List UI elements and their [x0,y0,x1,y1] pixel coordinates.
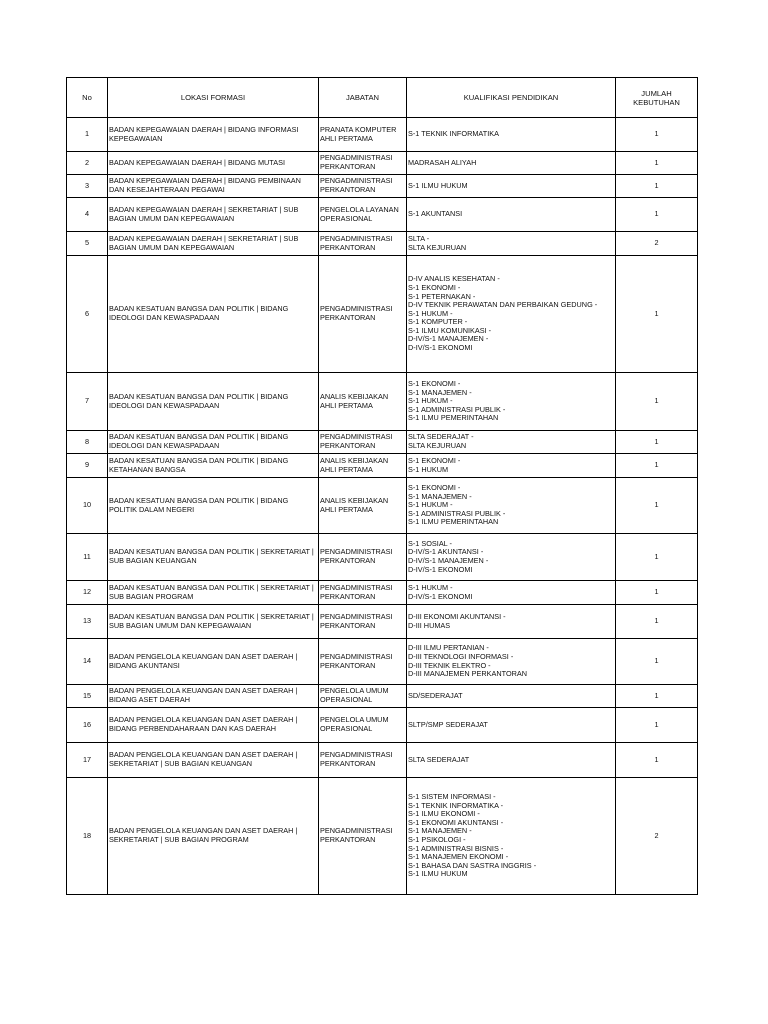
row-kualifikasi: SLTP/SMP SEDERAJAT [407,708,616,743]
row-lokasi: BADAN KEPEGAWAIAN DAERAH | BIDANG PEMBINAAN DAN KESEJAHTERAAN PEGAWAI [108,175,319,198]
header-row [67,78,698,118]
row-lokasi: BADAN KEPEGAWAIAN DAERAH | SEKRETARIAT | SUB BAGIAN UMUM DAN KEPEGAWAIAN [108,198,319,232]
row-no: 16 [67,708,108,743]
table-row [67,232,698,256]
table-body [67,118,698,895]
row-kualifikasi: SD/SEDERAJAT [407,685,616,708]
row-kualifikasi: S-1 EKONOMI - S-1 MANAJEMEN - S-1 HUKUM - S-1 ADMINISTRASI PUBLIK - S-1 ILMU PEMERINTAHAN [407,373,616,431]
row-lokasi: BADAN KESATUAN BANGSA DAN POLITIK | SEKRETARIAT | SUB BAGIAN PROGRAM [108,581,319,605]
header-lokasi-formasi: LOKASI FORMASI [108,78,319,118]
row-lokasi: BADAN KESATUAN BANGSA DAN POLITIK | SEKRETARIAT | SUB BAGIAN UMUM DAN KEPEGAWAIAN [108,605,319,639]
table-row [67,152,698,175]
row-no: 5 [67,232,108,256]
row-lokasi: BADAN PENGELOLA KEUANGAN DAN ASET DAERAH | BIDANG PERBENDAHARAAN DAN KAS DAERAH [108,708,319,743]
table-row [67,175,698,198]
row-jumlah: 1 [616,743,698,778]
row-kualifikasi: SLTA SEDERAJAT - SLTA KEJURUAN [407,431,616,454]
table-row [67,454,698,478]
table-row [67,743,698,778]
row-jabatan: ANALIS KEBIJAKAN AHLI PERTAMA [319,478,407,534]
row-jumlah: 1 [616,605,698,639]
row-no: 8 [67,431,108,454]
table-row [67,256,698,373]
row-no: 13 [67,605,108,639]
row-kualifikasi: S-1 EKONOMI - S-1 HUKUM [407,454,616,478]
row-jabatan: PENGADMINISTRASI PERKANTORAN [319,581,407,605]
row-lokasi: BADAN KESATUAN BANGSA DAN POLITIK | BIDANG IDEOLOGI DAN KEWASPADAAN [108,431,319,454]
row-kualifikasi: S-1 AKUNTANSI [407,198,616,232]
row-jabatan: PENGELOLA UMUM OPERASIONAL [319,685,407,708]
row-jumlah: 1 [616,198,698,232]
row-jumlah: 1 [616,373,698,431]
row-jabatan: PENGADMINISTRASI PERKANTORAN [319,175,407,198]
row-jumlah: 1 [616,685,698,708]
row-no: 10 [67,478,108,534]
row-no: 12 [67,581,108,605]
row-kualifikasi: S-1 ILMU HUKUM [407,175,616,198]
row-no: 6 [67,256,108,373]
row-lokasi: BADAN KEPEGAWAIAN DAERAH | SEKRETARIAT | SUB BAGIAN UMUM DAN KEPEGAWAIAN [108,232,319,256]
row-kualifikasi: S-1 HUKUM - D-IV/S-1 EKONOMI [407,581,616,605]
row-lokasi: BADAN KESATUAN BANGSA DAN POLITIK | BIDANG IDEOLOGI DAN KEWASPADAAN [108,256,319,373]
row-jumlah: 1 [616,454,698,478]
row-jumlah: 1 [616,256,698,373]
row-jumlah: 2 [616,232,698,256]
header-jabatan: JABATAN [319,78,407,118]
row-jabatan: PENGADMINISTRASI PERKANTORAN [319,431,407,454]
row-jumlah: 1 [616,152,698,175]
table-row [67,534,698,581]
table-row [67,708,698,743]
row-jumlah: 1 [616,708,698,743]
row-lokasi: BADAN PENGELOLA KEUANGAN DAN ASET DAERAH | SEKRETARIAT | SUB BAGIAN PROGRAM [108,778,319,895]
row-no: 4 [67,198,108,232]
row-no: 3 [67,175,108,198]
table-row [67,778,698,895]
row-lokasi: BADAN KESATUAN BANGSA DAN POLITIK | SEKRETARIAT | SUB BAGIAN KEUANGAN [108,534,319,581]
row-kualifikasi: D-III EKONOMI AKUNTANSI - D-III HUMAS [407,605,616,639]
table-header [67,78,698,118]
formasi-table [66,77,698,895]
row-jabatan: PENGADMINISTRASI PERKANTORAN [319,232,407,256]
row-lokasi: BADAN PENGELOLA KEUANGAN DAN ASET DAERAH | BIDANG AKUNTANSI [108,639,319,685]
row-kualifikasi: SLTA SEDERAJAT [407,743,616,778]
table-row [67,118,698,152]
row-jabatan: PENGADMINISTRASI PERKANTORAN [319,534,407,581]
row-jabatan: PENGELOLA UMUM OPERASIONAL [319,708,407,743]
row-jabatan: PENGELOLA LAYANAN OPERASIONAL [319,198,407,232]
row-jabatan: PENGADMINISTRASI PERKANTORAN [319,152,407,175]
row-jabatan: PENGADMINISTRASI PERKANTORAN [319,778,407,895]
row-jabatan: ANALIS KEBIJAKAN AHLI PERTAMA [319,454,407,478]
table-row [67,431,698,454]
row-no: 7 [67,373,108,431]
table-row [67,639,698,685]
table-row [67,605,698,639]
table-row [67,198,698,232]
row-no: 18 [67,778,108,895]
row-jabatan: ANALIS KEBIJAKAN AHLI PERTAMA [319,373,407,431]
row-lokasi: BADAN KESATUAN BANGSA DAN POLITIK | BIDANG POLITIK DALAM NEGERI [108,478,319,534]
row-jumlah: 1 [616,639,698,685]
row-jumlah: 2 [616,778,698,895]
row-no: 1 [67,118,108,152]
row-no: 9 [67,454,108,478]
row-no: 15 [67,685,108,708]
row-lokasi: BADAN PENGELOLA KEUANGAN DAN ASET DAERAH | SEKRETARIAT | SUB BAGIAN KEUANGAN [108,743,319,778]
row-kualifikasi: D-IV ANALIS KESEHATAN - S-1 EKONOMI - S-1 PETERNAKAN - D-IV TEKNIK PERAWATAN DAN PERBAIKAN GEDUNG - S-1 HUKUM - S-1 KOMPUTER - S-1 ILMU KOMUNIKASI - D-IV/S-1 MANAJEMEN - D-IV/S-1 EKONOMI [407,256,616,373]
row-kualifikasi: S-1 TEKNIK INFORMATIKA [407,118,616,152]
row-jabatan: PENGADMINISTRASI PERKANTORAN [319,256,407,373]
row-jumlah: 1 [616,118,698,152]
table-row [67,581,698,605]
row-kualifikasi: S-1 SISTEM INFORMASI - S-1 TEKNIK INFORMATIKA - S-1 ILMU EKONOMI - S-1 EKONOMI AKUNTANSI - S-1 MANAJEMEN - S-1 PSIKOLOGI - S-1 ADMINISTRASI BISNIS - S-1 MANAJEMEN EKONOMI - S-1 BAHASA DAN SASTRA INGGRIS - S-1 ILMU HUKUM [407,778,616,895]
row-jabatan: PENGADMINISTRASI PERKANTORAN [319,743,407,778]
row-jumlah: 1 [616,581,698,605]
row-lokasi: BADAN KESATUAN BANGSA DAN POLITIK | BIDANG IDEOLOGI DAN KEWASPADAAN [108,373,319,431]
row-no: 2 [67,152,108,175]
row-kualifikasi: SLTA - SLTA KEJURUAN [407,232,616,256]
header-kualifikasi-pendidikan: KUALIFIKASI PENDIDIKAN [407,78,616,118]
row-kualifikasi: MADRASAH ALIYAH [407,152,616,175]
row-lokasi: BADAN PENGELOLA KEUANGAN DAN ASET DAERAH | BIDANG ASET DAERAH [108,685,319,708]
row-no: 14 [67,639,108,685]
header-no: No [67,78,108,118]
header-jumlah-kebutuhan: JUMLAH KEBUTUHAN [616,78,698,118]
row-lokasi: BADAN KEPEGAWAIAN DAERAH | BIDANG INFORMASI KEPEGAWAIAN [108,118,319,152]
table-row [67,685,698,708]
row-jabatan: PENGADMINISTRASI PERKANTORAN [319,639,407,685]
row-jumlah: 1 [616,175,698,198]
row-kualifikasi: S-1 EKONOMI - S-1 MANAJEMEN - S-1 HUKUM - S-1 ADMINISTRASI PUBLIK - S-1 ILMU PEMERINTAHAN [407,478,616,534]
row-no: 11 [67,534,108,581]
row-lokasi: BADAN KESATUAN BANGSA DAN POLITIK | BIDANG KETAHANAN BANGSA [108,454,319,478]
row-no: 17 [67,743,108,778]
row-kualifikasi: S-1 SOSIAL - D-IV/S-1 AKUNTANSI - D-IV/S-1 MANAJEMEN - D-IV/S-1 EKONOMI [407,534,616,581]
row-jabatan: PRANATA KOMPUTER AHLI PERTAMA [319,118,407,152]
row-jumlah: 1 [616,534,698,581]
row-lokasi: BADAN KEPEGAWAIAN DAERAH | BIDANG MUTASI [108,152,319,175]
table-row [67,373,698,431]
row-kualifikasi: D-III ILMU PERTANIAN - D-III TEKNOLOGI INFORMASI - D-III TEKNIK ELEKTRO - D-III MANAJEMEN PERKANTORAN [407,639,616,685]
table-row [67,478,698,534]
row-jumlah: 1 [616,431,698,454]
row-jumlah: 1 [616,478,698,534]
row-jabatan: PENGADMINISTRASI PERKANTORAN [319,605,407,639]
